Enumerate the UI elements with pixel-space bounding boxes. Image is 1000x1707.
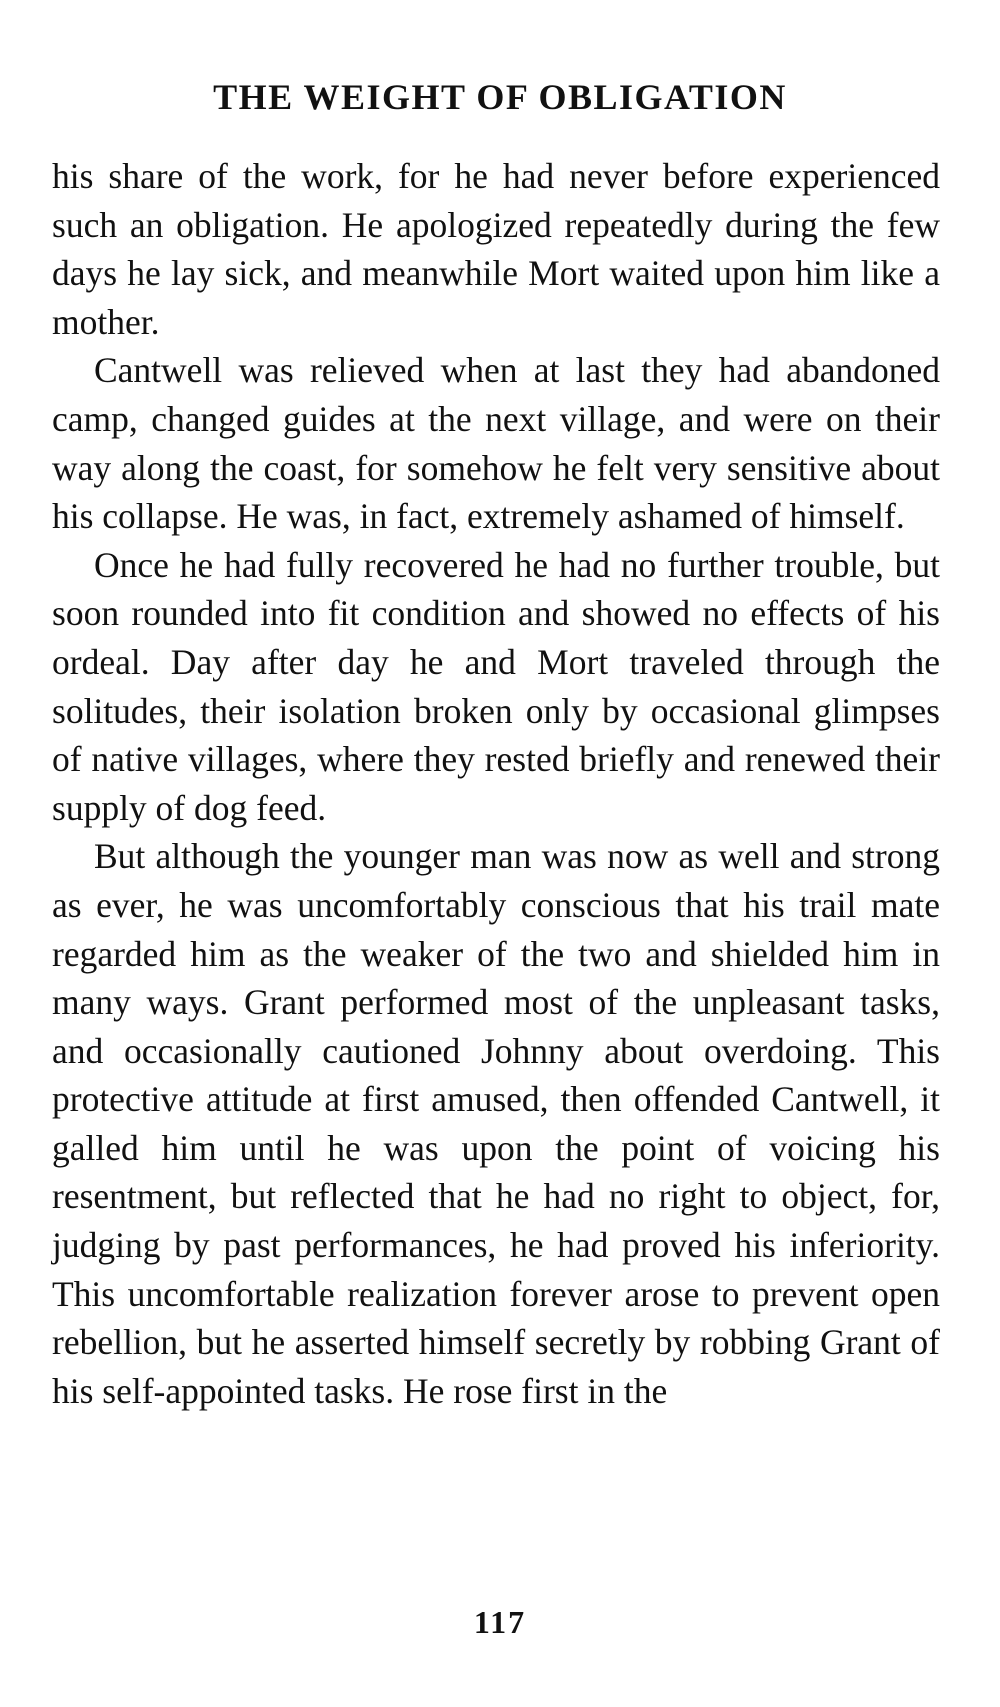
page-number: 117 (473, 1604, 527, 1640)
running-head: THE WEIGHT OF OBLIGATION (213, 77, 787, 117)
paragraph: But although the younger man was now as well and strong as ever, he was uncomfortably conscious that his trail mate regarded him as the weaker of the two and shielded him in many ways. Grant performed most of the unpleasant tasks, and occasionally cautioned Johnny about overdoing. This protective attitude at first amused, then offended Cantwell, it galled him until he was upon the point of voicing his resentment, but reflected that he had no right to object, for, judging by past performances, he had proved his inferiority. This uncomfortable realization forever arose to prevent open rebellion, but he asserted himself secretly by robbing Grant of his self-appointed tasks. He rose first in the (52, 836, 940, 1411)
paragraph: Once he had fully recovered he had no further trouble, but soon rounded into fit condition and showed no effects of his ordeal. Day after day he and Mort traveled through the solitudes, their isolation broken only by occasional glimpses of native villages, where they rested briefly and renewed their supply of dog feed. (52, 544, 940, 828)
paragraph-continued: his share of the work, for he had never before experienced such an obligation. He apologized repeatedly during the few days he lay sick, and meanwhile Mort waited upon him like a mother. (52, 156, 940, 342)
body-text (52, 152, 940, 1415)
paragraph: Cantwell was relieved when at last they had abandoned camp, changed guides at the next village, and were on their way along the coast, for somehow he felt very sensitive about his collapse. He was, in fact, extremely ashamed of himself. (52, 350, 940, 537)
